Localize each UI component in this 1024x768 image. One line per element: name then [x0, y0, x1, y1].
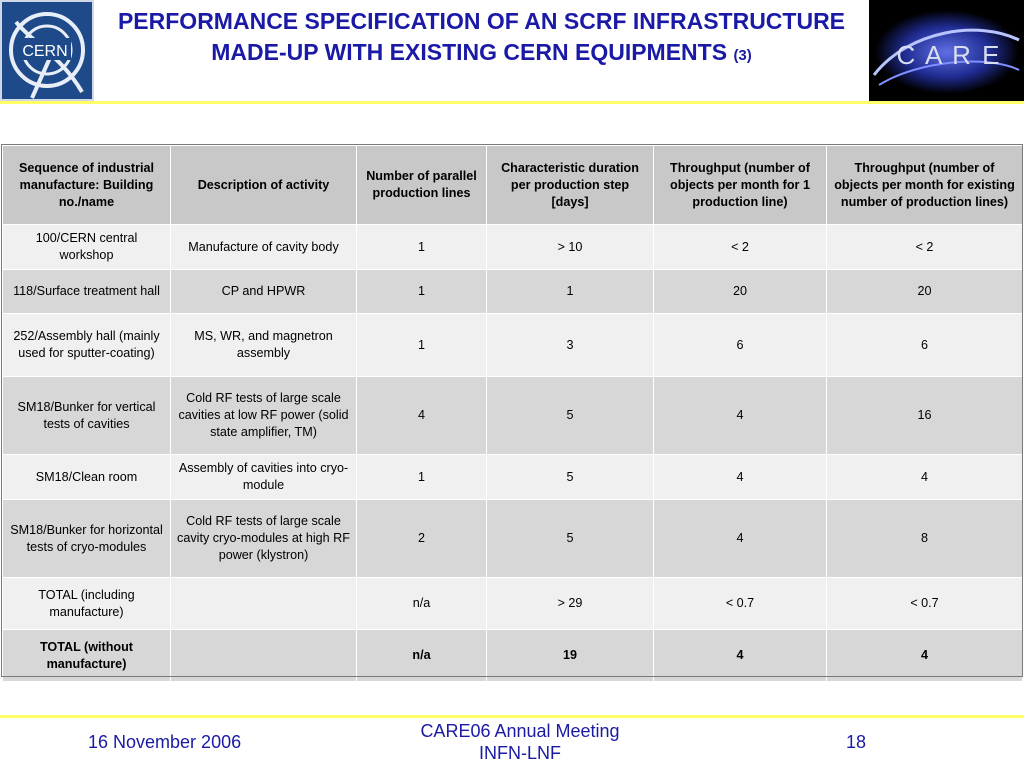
table-cell — [171, 630, 357, 682]
footer-date: 16 November 2006 — [88, 732, 242, 752]
specification-table — [2, 145, 1023, 682]
footer-meeting-location: INFN-LNF — [479, 743, 561, 763]
table-cell: < 0.7 — [654, 578, 827, 630]
table-cell: TOTAL (without manufacture) — [3, 630, 171, 682]
table-cell: 2 — [357, 500, 487, 578]
table-cell: 4 — [827, 455, 1023, 500]
cern-logo — [0, 0, 94, 101]
page-title — [100, 6, 863, 71]
table-cell: 118/Surface treatment hall — [3, 270, 171, 314]
table-cell: Cold RF tests of large scale cavity cryo-modules at high RF power (klystron) — [171, 500, 357, 578]
column-header-lines: Number of parallel production lines — [357, 146, 487, 225]
column-header-duration: Characteristic duration per production step [days] — [487, 146, 654, 225]
table-row — [3, 630, 1023, 682]
table-row — [3, 377, 1023, 455]
table-cell: 1 — [357, 314, 487, 377]
table-cell: > 29 — [487, 578, 654, 630]
page-number: 18 — [846, 732, 867, 752]
title-number: (3) — [733, 47, 752, 64]
table-cell: Assembly of cavities into cryo-module — [171, 455, 357, 500]
table-cell: n/a — [357, 630, 487, 682]
table-cell: TOTAL (including manufacture) — [3, 578, 171, 630]
table-cell: 100/CERN central workshop — [3, 225, 171, 270]
table-row — [3, 578, 1023, 630]
table-cell: 252/Assembly hall (mainly used for sputter-coating) — [3, 314, 171, 377]
footer-meeting — [400, 720, 640, 764]
table-cell: 1 — [357, 455, 487, 500]
table-row — [3, 270, 1023, 314]
table-cell: SM18/Bunker for vertical tests of cavities — [3, 377, 171, 455]
column-header-activity: Description of activity — [171, 146, 357, 225]
table-row — [3, 455, 1023, 500]
table-cell: Cold RF tests of large scale cavities at low RF power (solid state amplifier, TM) — [171, 377, 357, 455]
column-header-throughput-single: Throughput (number of objects per month for 1 production line) — [654, 146, 827, 225]
table-cell: 5 — [487, 377, 654, 455]
table-cell: MS, WR, and magnetron assembly — [171, 314, 357, 377]
table-cell: < 2 — [827, 225, 1023, 270]
table-cell: 3 — [487, 314, 654, 377]
column-header-building: Sequence of industrial manufacture: Building no./name — [3, 146, 171, 225]
table-cell — [171, 578, 357, 630]
footer-rule — [0, 715, 1024, 718]
table-header-row — [3, 146, 1023, 225]
table-row — [3, 500, 1023, 578]
table-cell: 8 — [827, 500, 1023, 578]
table-cell: SM18/Clean room — [3, 455, 171, 500]
table-cell: 4 — [827, 630, 1023, 682]
table-cell: 1 — [487, 270, 654, 314]
table-cell: < 0.7 — [827, 578, 1023, 630]
table-cell: 4 — [654, 630, 827, 682]
table-cell: 1 — [357, 225, 487, 270]
table-cell: 4 — [654, 500, 827, 578]
table-row — [3, 314, 1023, 377]
table-cell: 6 — [654, 314, 827, 377]
table-cell: SM18/Bunker for horizontal tests of cryo-modules — [3, 500, 171, 578]
table-cell: > 10 — [487, 225, 654, 270]
care-logo — [869, 0, 1024, 101]
table-cell: 5 — [487, 455, 654, 500]
table-cell: 6 — [827, 314, 1023, 377]
table-row — [3, 225, 1023, 270]
table-cell: 4 — [654, 455, 827, 500]
table-cell: < 2 — [654, 225, 827, 270]
table-cell: 1 — [357, 270, 487, 314]
table-cell: CP and HPWR — [171, 270, 357, 314]
table-cell: n/a — [357, 578, 487, 630]
care-logo-text: C A R E — [896, 40, 1002, 70]
table-cell: 4 — [357, 377, 487, 455]
column-header-throughput-existing: Throughput (number of objects per month for existing number of production lines) — [827, 146, 1023, 225]
table-cell: 5 — [487, 500, 654, 578]
title-text: PERFORMANCE SPECIFICATION OF AN SCRF INFRASTRUCTURE MADE-UP WITH EXISTING CERN EQUIPMENTS — [117, 8, 846, 65]
table-cell: 16 — [827, 377, 1023, 455]
table-cell: Manufacture of cavity body — [171, 225, 357, 270]
table-cell: 19 — [487, 630, 654, 682]
table-cell: 4 — [654, 377, 827, 455]
footer-meeting-name: CARE06 Annual Meeting — [420, 721, 620, 741]
header-rule — [0, 101, 1024, 104]
table-cell: 20 — [827, 270, 1023, 314]
cern-logo-text: CERN — [22, 43, 68, 60]
table-cell: 20 — [654, 270, 827, 314]
